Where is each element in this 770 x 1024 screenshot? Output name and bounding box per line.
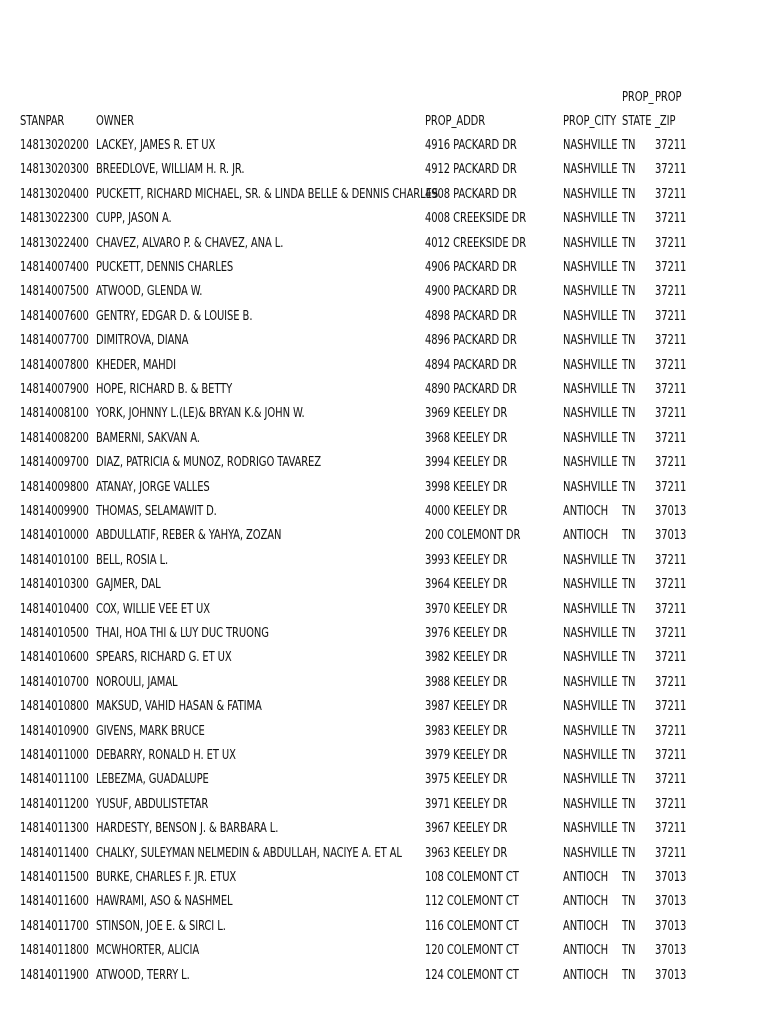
header-owner: OWNER xyxy=(96,114,134,129)
cell-prop-zip: 37211 xyxy=(655,455,687,471)
cell-prop-addr: 4908 PACKARD DR xyxy=(425,186,517,202)
cell-owner: DEBARRY, RONALD H. ET UX xyxy=(96,748,236,763)
cell-prop-state: TN xyxy=(622,845,636,861)
header-prop-city: PROP_CITY xyxy=(563,114,617,129)
cell-owner: CHALKY, SULEYMAN NELMEDIN & ABDULLAH, NACIYE A. ET AL xyxy=(96,845,402,861)
cell-prop-city: ANTIOCH xyxy=(563,918,609,934)
cell-prop-city: NASHVILLE xyxy=(563,382,618,397)
cell-prop-state: TN xyxy=(622,284,636,300)
cell-owner: PUCKETT, DENNIS CHARLES xyxy=(96,260,234,275)
cell-prop-city: NASHVILLE xyxy=(563,406,618,422)
cell-prop-city: NASHVILLE xyxy=(563,626,618,641)
cell-prop-city: NASHVILLE xyxy=(563,138,618,153)
cell-prop-state: TN xyxy=(622,894,636,910)
cell-prop-zip: 37211 xyxy=(655,821,687,837)
cell-stanpar: 14814011900 xyxy=(20,967,89,983)
cell-stanpar: 14814007400 xyxy=(20,260,89,275)
cell-stanpar: 14814009900 xyxy=(20,504,89,519)
cell-prop-zip: 37211 xyxy=(655,162,687,178)
cell-stanpar: 14814011800 xyxy=(20,943,89,959)
cell-prop-city: NASHVILLE xyxy=(563,186,618,202)
cell-prop-zip: 37211 xyxy=(655,479,687,495)
cell-prop-addr: 4896 PACKARD DR xyxy=(425,333,517,349)
cell-owner: GENTRY, EDGAR D. & LOUISE B. xyxy=(96,308,253,324)
cell-owner: LACKEY, JAMES R. ET UX xyxy=(96,138,216,153)
cell-stanpar: 14814011600 xyxy=(20,894,89,910)
cell-prop-zip: 37211 xyxy=(655,845,687,861)
cell-stanpar: 14814011700 xyxy=(20,918,89,934)
cell-prop-zip: 37013 xyxy=(655,943,687,959)
cell-prop-city: ANTIOCH xyxy=(563,943,609,959)
cell-prop-zip: 37211 xyxy=(655,406,687,422)
cell-stanpar: 14814007600 xyxy=(20,308,89,324)
cell-owner: LEBEZMA, GUADALUPE xyxy=(96,772,209,788)
cell-prop-state: TN xyxy=(622,382,636,397)
cell-prop-zip: 37211 xyxy=(655,138,687,153)
cell-owner: CUPP, JASON A. xyxy=(96,211,172,227)
cell-owner: THOMAS, SELAMAWIT D. xyxy=(96,504,217,519)
cell-stanpar: 14814007700 xyxy=(20,333,89,349)
cell-owner: CHAVEZ, ALVARO P. & CHAVEZ, ANA L. xyxy=(96,235,284,251)
cell-owner: BELL, ROSIA L. xyxy=(96,552,169,568)
header-prop-zip-line1: PROP xyxy=(655,90,682,105)
header-prop-addr: PROP_ADDR xyxy=(425,114,486,129)
cell-owner: ATWOOD, TERRY L. xyxy=(96,967,190,983)
cell-stanpar: 14814010600 xyxy=(20,650,89,666)
cell-stanpar: 14814010700 xyxy=(20,674,89,690)
cell-prop-addr: 200 COLEMONT DR xyxy=(425,528,521,544)
cell-prop-state: TN xyxy=(622,918,636,934)
cell-prop-addr: 3982 KEELEY DR xyxy=(425,650,508,666)
cell-prop-zip: 37211 xyxy=(655,333,687,349)
cell-prop-zip: 37211 xyxy=(655,186,687,202)
cell-prop-zip: 37211 xyxy=(655,626,687,641)
cell-owner: GAJMER, DAL xyxy=(96,577,161,593)
cell-owner: PUCKETT, RICHARD MICHAEL, SR. & LINDA BELLE & DENNIS CHARLES xyxy=(96,186,439,202)
cell-prop-city: NASHVILLE xyxy=(563,796,618,812)
cell-prop-zip: 37211 xyxy=(655,748,687,763)
cell-owner: YORK, JOHNNY L.(LE)& BRYAN K.& JOHN W. xyxy=(96,406,305,422)
cell-prop-addr: 3963 KEELEY DR xyxy=(425,845,508,861)
cell-stanpar: 14813020400 xyxy=(20,186,89,202)
cell-stanpar: 14813022400 xyxy=(20,235,89,251)
cell-prop-addr: 120 COLEMONT CT xyxy=(425,943,519,959)
cell-prop-state: TN xyxy=(622,211,636,227)
cell-prop-state: TN xyxy=(622,406,636,422)
cell-prop-state: TN xyxy=(622,162,636,178)
cell-prop-city: NASHVILLE xyxy=(563,235,618,251)
cell-stanpar: 14814010500 xyxy=(20,626,89,641)
cell-prop-city: NASHVILLE xyxy=(563,260,618,275)
cell-prop-zip: 37211 xyxy=(655,211,687,227)
header-prop-state-line2: STATE xyxy=(622,114,652,129)
cell-prop-city: NASHVILLE xyxy=(563,674,618,690)
cell-prop-state: TN xyxy=(622,552,636,568)
cell-stanpar: 14814008100 xyxy=(20,406,89,422)
cell-prop-city: NASHVILLE xyxy=(563,601,618,617)
cell-prop-addr: 3993 KEELEY DR xyxy=(425,552,508,568)
cell-prop-state: TN xyxy=(622,601,636,617)
cell-prop-city: NASHVILLE xyxy=(563,284,618,300)
cell-prop-city: ANTIOCH xyxy=(563,894,609,910)
cell-stanpar: 14814008200 xyxy=(20,430,89,446)
cell-prop-zip: 37013 xyxy=(655,918,687,934)
cell-prop-zip: 37211 xyxy=(655,577,687,593)
cell-prop-addr: 112 COLEMONT CT xyxy=(425,894,519,910)
cell-prop-state: TN xyxy=(622,504,636,519)
cell-stanpar: 14814010000 xyxy=(20,528,89,544)
cell-prop-city: NASHVILLE xyxy=(563,430,618,446)
cell-stanpar: 14813020200 xyxy=(20,138,89,153)
cell-prop-addr: 4916 PACKARD DR xyxy=(425,138,517,153)
cell-prop-city: NASHVILLE xyxy=(563,211,618,227)
cell-prop-city: NASHVILLE xyxy=(563,479,618,495)
cell-owner: MAKSUD, VAHID HASAN & FATIMA xyxy=(96,699,262,715)
cell-prop-city: NASHVILLE xyxy=(563,308,618,324)
cell-prop-city: ANTIOCH xyxy=(563,528,609,544)
cell-prop-zip: 37211 xyxy=(655,284,687,300)
cell-owner: BREEDLOVE, WILLIAM H. R. JR. xyxy=(96,162,245,178)
cell-prop-city: NASHVILLE xyxy=(563,723,618,739)
cell-prop-state: TN xyxy=(622,723,636,739)
cell-prop-addr: 4890 PACKARD DR xyxy=(425,382,517,397)
cell-prop-zip: 37211 xyxy=(655,260,687,275)
cell-owner: THAI, HOA THI & LUY DUC TRUONG xyxy=(96,626,269,641)
cell-owner: ATANAY, JORGE VALLES xyxy=(96,479,210,495)
cell-prop-addr: 4912 PACKARD DR xyxy=(425,162,517,178)
cell-prop-city: NASHVILLE xyxy=(563,821,618,837)
cell-stanpar: 14814010300 xyxy=(20,577,89,593)
cell-prop-state: TN xyxy=(622,308,636,324)
cell-prop-zip: 37211 xyxy=(655,235,687,251)
cell-owner: KHEDER, MAHDI xyxy=(96,357,176,373)
cell-prop-state: TN xyxy=(622,796,636,812)
cell-stanpar: 14814010400 xyxy=(20,601,89,617)
cell-prop-zip: 37211 xyxy=(655,357,687,373)
cell-prop-addr: 3988 KEELEY DR xyxy=(425,674,508,690)
cell-owner: ATWOOD, GLENDA W. xyxy=(96,284,203,300)
cell-owner: MCWHORTER, ALICIA xyxy=(96,943,200,959)
cell-prop-city: NASHVILLE xyxy=(563,162,618,178)
cell-prop-addr: 116 COLEMONT CT xyxy=(425,918,519,934)
cell-prop-state: TN xyxy=(622,333,636,349)
cell-prop-state: TN xyxy=(622,357,636,373)
cell-stanpar: 14814007500 xyxy=(20,284,89,300)
cell-prop-state: TN xyxy=(622,967,636,983)
cell-prop-city: NASHVILLE xyxy=(563,357,618,373)
cell-prop-state: TN xyxy=(622,699,636,715)
cell-prop-zip: 37211 xyxy=(655,601,687,617)
cell-prop-addr: 4000 KEELEY DR xyxy=(425,504,508,519)
cell-prop-zip: 37211 xyxy=(655,723,687,739)
cell-prop-city: NASHVILLE xyxy=(563,699,618,715)
cell-prop-state: TN xyxy=(622,528,636,544)
cell-prop-zip: 37211 xyxy=(655,308,687,324)
cell-prop-city: NASHVILLE xyxy=(563,772,618,788)
cell-prop-zip: 37211 xyxy=(655,674,687,690)
cell-prop-city: NASHVILLE xyxy=(563,577,618,593)
cell-prop-addr: 3968 KEELEY DR xyxy=(425,430,508,446)
cell-owner: BAMERNI, SAKVAN A. xyxy=(96,430,200,446)
cell-prop-city: NASHVILLE xyxy=(563,552,618,568)
cell-prop-state: TN xyxy=(622,260,636,275)
cell-prop-zip: 37013 xyxy=(655,870,687,885)
cell-prop-city: ANTIOCH xyxy=(563,870,609,885)
cell-prop-state: TN xyxy=(622,430,636,446)
cell-prop-zip: 37013 xyxy=(655,894,687,910)
cell-prop-addr: 3975 KEELEY DR xyxy=(425,772,508,788)
cell-prop-addr: 4008 CREEKSIDE DR xyxy=(425,211,527,227)
cell-prop-state: TN xyxy=(622,674,636,690)
cell-prop-state: TN xyxy=(622,479,636,495)
cell-prop-zip: 37013 xyxy=(655,504,687,519)
cell-owner: DIAZ, PATRICIA & MUNOZ, RODRIGO TAVAREZ xyxy=(96,455,322,471)
cell-prop-zip: 37013 xyxy=(655,967,687,983)
cell-prop-zip: 37211 xyxy=(655,650,687,666)
header-prop-zip-line2: _ZIP xyxy=(655,114,676,129)
cell-prop-addr: 3987 KEELEY DR xyxy=(425,699,508,715)
cell-prop-state: TN xyxy=(622,748,636,763)
cell-prop-addr: 3979 KEELEY DR xyxy=(425,748,508,763)
cell-prop-state: TN xyxy=(622,943,636,959)
cell-stanpar: 14813020300 xyxy=(20,162,89,178)
cell-prop-addr: 3994 KEELEY DR xyxy=(425,455,508,471)
cell-stanpar: 14814009800 xyxy=(20,479,89,495)
cell-prop-zip: 37211 xyxy=(655,382,687,397)
cell-prop-state: TN xyxy=(622,235,636,251)
cell-prop-zip: 37211 xyxy=(655,772,687,788)
cell-stanpar: 14814010900 xyxy=(20,723,89,739)
cell-prop-addr: 4012 CREEKSIDE DR xyxy=(425,235,527,251)
cell-prop-zip: 37211 xyxy=(655,796,687,812)
cell-prop-addr: 108 COLEMONT CT xyxy=(425,870,519,885)
cell-prop-city: ANTIOCH xyxy=(563,504,609,519)
cell-prop-zip: 37013 xyxy=(655,528,687,544)
cell-prop-state: TN xyxy=(622,186,636,202)
header-prop-state-line1: PROP_ xyxy=(622,90,654,105)
cell-prop-addr: 3976 KEELEY DR xyxy=(425,626,508,641)
cell-prop-addr: 4900 PACKARD DR xyxy=(425,284,517,300)
cell-prop-addr: 3969 KEELEY DR xyxy=(425,406,508,422)
cell-stanpar: 14814011200 xyxy=(20,796,89,812)
cell-prop-state: TN xyxy=(622,650,636,666)
cell-prop-zip: 37211 xyxy=(655,552,687,568)
cell-owner: COX, WILLIE VEE ET UX xyxy=(96,601,211,617)
cell-stanpar: 14814007800 xyxy=(20,357,89,373)
cell-prop-addr: 4898 PACKARD DR xyxy=(425,308,517,324)
cell-prop-addr: 3967 KEELEY DR xyxy=(425,821,508,837)
cell-owner: BURKE, CHARLES F. JR. ETUX xyxy=(96,870,237,885)
cell-prop-state: TN xyxy=(622,455,636,471)
cell-prop-zip: 37211 xyxy=(655,430,687,446)
cell-stanpar: 14814011300 xyxy=(20,821,89,837)
cell-owner: HOPE, RICHARD B. & BETTY xyxy=(96,382,233,397)
cell-owner: NOROULI, JAMAL xyxy=(96,674,178,690)
cell-prop-addr: 3970 KEELEY DR xyxy=(425,601,508,617)
cell-owner: GIVENS, MARK BRUCE xyxy=(96,723,205,739)
cell-prop-state: TN xyxy=(622,626,636,641)
cell-owner: ABDULLATIF, REBER & YAHYA, ZOZAN xyxy=(96,528,282,544)
cell-prop-addr: 4906 PACKARD DR xyxy=(425,260,517,275)
cell-prop-zip: 37211 xyxy=(655,699,687,715)
cell-prop-addr: 3971 KEELEY DR xyxy=(425,796,508,812)
cell-stanpar: 14814007900 xyxy=(20,382,89,397)
cell-owner: HARDESTY, BENSON J. & BARBARA L. xyxy=(96,821,279,837)
cell-stanpar: 14813022300 xyxy=(20,211,89,227)
cell-prop-state: TN xyxy=(622,138,636,153)
cell-stanpar: 14814011100 xyxy=(20,772,89,788)
cell-prop-addr: 3983 KEELEY DR xyxy=(425,723,508,739)
cell-owner: HAWRAMI, ASO & NASHMEL xyxy=(96,894,233,910)
cell-prop-addr: 124 COLEMONT CT xyxy=(425,967,519,983)
cell-owner: DIMITROVA, DIANA xyxy=(96,333,189,349)
cell-stanpar: 14814009700 xyxy=(20,455,89,471)
cell-stanpar: 14814011400 xyxy=(20,845,89,861)
cell-stanpar: 14814011000 xyxy=(20,748,89,763)
cell-prop-city: NASHVILLE xyxy=(563,650,618,666)
cell-prop-state: TN xyxy=(622,870,636,885)
cell-prop-state: TN xyxy=(622,772,636,788)
cell-prop-state: TN xyxy=(622,821,636,837)
cell-prop-addr: 3998 KEELEY DR xyxy=(425,479,508,495)
cell-prop-addr: 3964 KEELEY DR xyxy=(425,577,508,593)
cell-stanpar: 14814010800 xyxy=(20,699,89,715)
cell-prop-city: NASHVILLE xyxy=(563,455,618,471)
cell-prop-city: NASHVILLE xyxy=(563,333,618,349)
cell-prop-city: NASHVILLE xyxy=(563,845,618,861)
cell-prop-state: TN xyxy=(622,577,636,593)
cell-prop-city: NASHVILLE xyxy=(563,748,618,763)
cell-stanpar: 14814010100 xyxy=(20,552,89,568)
cell-owner: STINSON, JOE E. & SIRCI L. xyxy=(96,918,226,934)
header-stanpar: STANPAR xyxy=(20,114,65,129)
cell-owner: SPEARS, RICHARD G. ET UX xyxy=(96,650,232,666)
cell-prop-addr: 4894 PACKARD DR xyxy=(425,357,517,373)
cell-owner: YUSUF, ABDULISTETAR xyxy=(96,796,209,812)
cell-stanpar: 14814011500 xyxy=(20,870,89,885)
cell-prop-city: ANTIOCH xyxy=(563,967,609,983)
